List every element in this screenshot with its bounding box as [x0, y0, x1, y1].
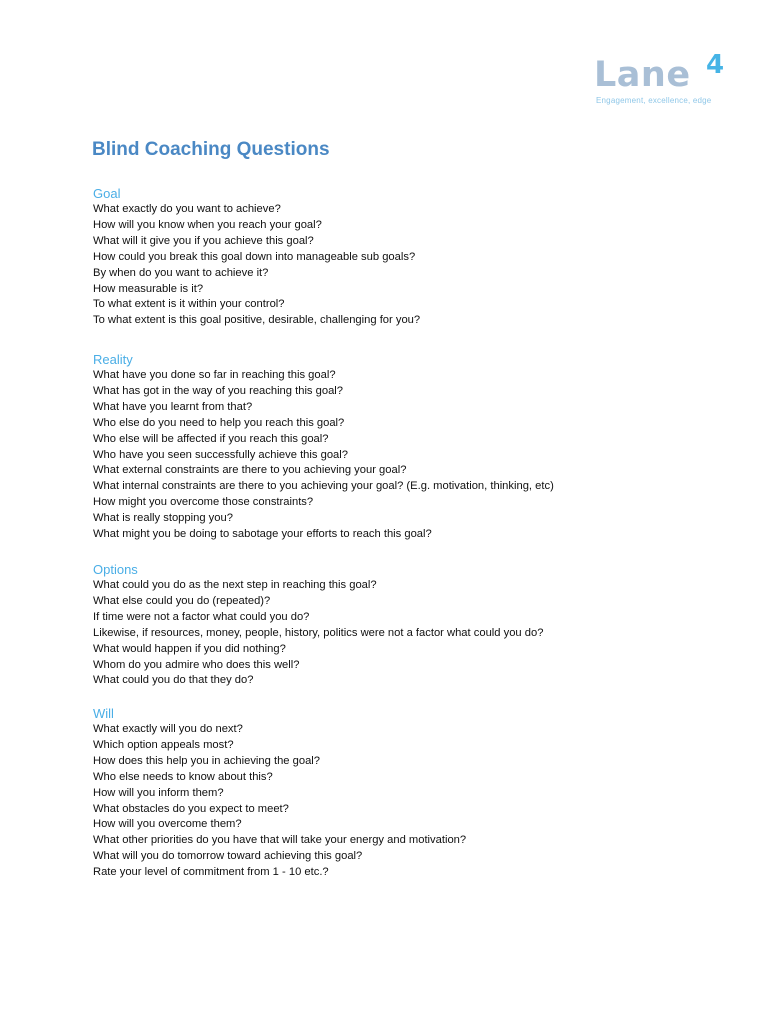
question-item: What would happen if you did nothing?	[93, 642, 286, 655]
question-item: Whom do you admire who does this well?	[93, 658, 300, 671]
question-item: How measurable is it?	[93, 282, 204, 295]
question-list	[93, 722, 733, 881]
question-item: How will you know when you reach your goal?	[93, 218, 322, 231]
logo-superscript: 4	[706, 50, 725, 80]
section-heading: Goal	[93, 186, 121, 201]
question-item: What will you do tomorrow toward achieving this goal?	[93, 850, 363, 863]
question-item: What exactly will you do next?	[93, 723, 243, 735]
section-heading: Options	[93, 562, 138, 577]
question-list	[93, 578, 733, 689]
question-item: What other priorities do you have that will take your energy and motivation?	[93, 834, 467, 847]
question-item: To what extent is this goal positive, desirable, challenging for you?	[93, 314, 421, 327]
question-item: What is really stopping you?	[93, 512, 233, 525]
question-item: What have you learnt from that?	[93, 400, 253, 413]
logo-wordmark: Lane	[594, 55, 691, 95]
lane4-logo	[594, 52, 744, 112]
question-item: Who else do you need to help you reach this goal?	[93, 416, 345, 429]
page-title: Blind Coaching Questions	[92, 139, 330, 160]
question-item: What might you be doing to sabotage your efforts to reach this goal?	[93, 528, 432, 541]
question-item: What has got in the way of you reaching this goal?	[93, 384, 344, 397]
section-heading: Will	[93, 706, 114, 721]
question-item: By when do you want to achieve it?	[93, 266, 269, 279]
question-item: Which option appeals most?	[93, 738, 234, 751]
section-options	[93, 562, 733, 689]
question-item: If time were not a factor what could you do?	[93, 610, 310, 623]
question-item: To what extent is it within your control?	[93, 298, 285, 311]
question-item: What external constraints are there to you achieving your goal?	[93, 464, 407, 477]
question-item: How could you break this goal down into manageable sub goals?	[93, 250, 416, 263]
question-item: What else could you do (repeated)?	[93, 594, 271, 607]
question-item: How does this help you in achieving the goal?	[93, 754, 321, 767]
question-item: What obstacles do you expect to meet?	[93, 802, 289, 815]
question-item: What internal constraints are there to you achieving your goal? (E.g. motivation, thinking, etc)	[93, 480, 554, 493]
question-item: Likewise, if resources, money, people, history, politics were not a factor what could you do?	[93, 626, 544, 639]
question-item: What could you do that they do?	[93, 674, 254, 687]
section-reality	[93, 352, 733, 543]
question-item: What will it give you if you achieve this goal?	[93, 234, 314, 247]
section-heading: Reality	[93, 352, 133, 367]
question-item: How will you overcome them?	[93, 818, 242, 831]
question-item: Who else will be affected if you reach this goal?	[93, 432, 329, 445]
section-goal	[93, 186, 733, 329]
question-item: What exactly do you want to achieve?	[93, 203, 281, 215]
question-list	[93, 368, 733, 543]
question-item: How will you inform them?	[93, 786, 224, 799]
question-item: Rate your level of commitment from 1 - 10 etc.?	[93, 866, 329, 879]
question-item: What have you done so far in reaching this goal?	[93, 369, 336, 381]
logo-tagline: Engagement, excellence, edge	[596, 96, 712, 105]
question-item: Who else needs to know about this?	[93, 770, 273, 783]
question-item: Who have you seen successfully achieve this goal?	[93, 448, 348, 461]
question-item: How might you overcome those constraints?	[93, 496, 314, 509]
section-will	[93, 706, 733, 881]
question-list	[93, 202, 733, 329]
question-item: What could you do as the next step in reaching this goal?	[93, 579, 377, 591]
